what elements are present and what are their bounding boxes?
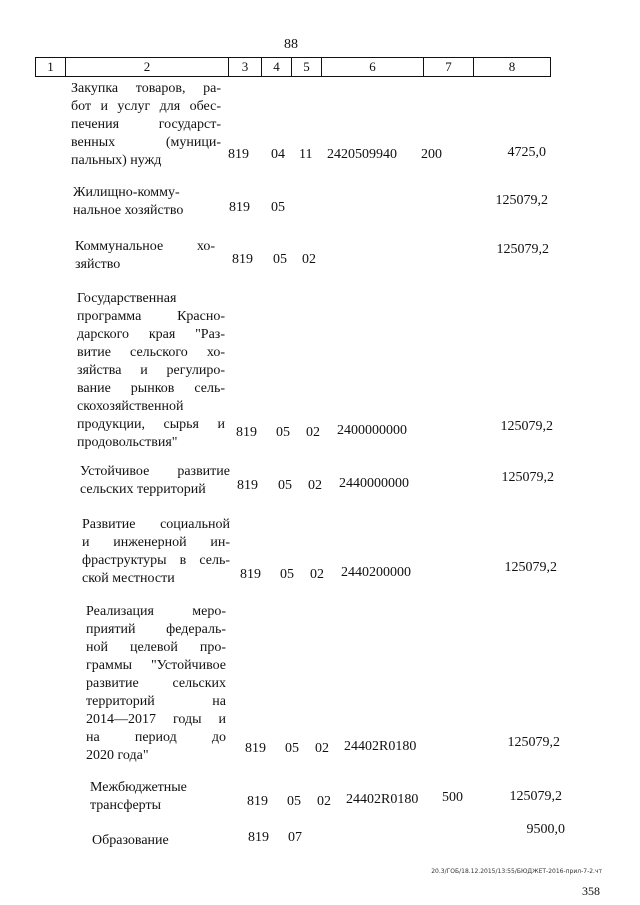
row-name: Развитие социальной и инженерной ин- фраструктуры в сель- ской местности — [82, 517, 230, 586]
row-code-c6: 2440200000 — [341, 565, 411, 580]
row-code-c4: 04 — [271, 147, 285, 162]
row-code-c6: 2400000000 — [337, 423, 407, 438]
row-amount: 125079,2 — [504, 560, 557, 575]
row-code-c4: 05 — [276, 425, 290, 440]
column-header-8: 8 — [474, 58, 551, 77]
row-code-c3: 819 — [245, 741, 266, 756]
row-code-c5: 02 — [317, 794, 331, 809]
row-code-c5: 02 — [315, 741, 329, 756]
row-code-c4: 05 — [287, 794, 301, 809]
row-name: Жилищно-комму- нальное хозяйство — [73, 185, 184, 218]
row-name: Образование — [92, 833, 169, 848]
column-header-3: 3 — [229, 58, 262, 77]
row-code-c3: 819 — [229, 200, 250, 215]
row-code-c5: 02 — [310, 567, 324, 582]
row-name: Межбюджетные трансферты — [90, 780, 187, 813]
row-code-c4: 07 — [288, 830, 302, 845]
row-name: Реализация меро- приятий федераль- ной целевой про- граммы "Устойчивое развитие сельских территорий на 2014—2017 годы и на период до 2020 года" — [86, 604, 226, 763]
row-code-c3: 819 — [228, 147, 249, 162]
row-amount: 4725,0 — [507, 145, 546, 160]
row-amount: 125079,2 — [500, 419, 553, 434]
column-header-1: 1 — [36, 58, 66, 77]
row-name: Коммунальное хо- зяйство — [75, 239, 215, 272]
row-code-c6: 2440000000 — [339, 476, 409, 491]
row-code-c3: 819 — [236, 425, 257, 440]
column-header-6: 6 — [322, 58, 424, 77]
row-code-c3: 819 — [240, 567, 261, 582]
row-code-c5: 02 — [306, 425, 320, 440]
row-code-c3: 819 — [237, 478, 258, 493]
row-code-c4: 05 — [273, 252, 287, 267]
row-name: Закупка товаров, ра- бот и услуг для обес- печения государст- венных (муници- пальных) нужд — [71, 81, 221, 168]
row-amount: 9500,0 — [526, 822, 565, 837]
row-amount: 125079,2 — [501, 470, 554, 485]
row-code-c4: 05 — [280, 567, 294, 582]
column-header-4: 4 — [262, 58, 292, 77]
row-code-c3: 819 — [248, 830, 269, 845]
row-amount: 125079,2 — [495, 193, 548, 208]
row-amount: 125079,2 — [507, 735, 560, 750]
row-amount: 125079,2 — [496, 242, 549, 257]
row-name: Устойчивое развитие сельских территорий — [80, 464, 230, 497]
footer-file-stamp: 20.3/ГОБ/18.12.2015/13:55/БЮДЖЕТ-2016-прил-7-2.чт — [431, 868, 602, 875]
row-name: Государственная программа Красно- дарского края "Раз- витие сельского хо- зяйства и регулиро- вание рынков сель- скохозяйственной продукции, сырья и продовольствия" — [77, 291, 225, 450]
column-header-table — [35, 57, 551, 77]
row-code-c5: 02 — [302, 252, 316, 267]
row-code-c4: 05 — [271, 200, 285, 215]
row-code-c6: 2420509940 — [327, 147, 397, 162]
row-amount: 125079,2 — [509, 789, 562, 804]
column-header-row — [36, 58, 551, 77]
column-header-5: 5 — [292, 58, 322, 77]
sheet-number: 358 — [582, 884, 600, 898]
column-header-2: 2 — [66, 58, 229, 77]
row-code-c5: 11 — [299, 147, 313, 162]
row-code-c4: 05 — [285, 741, 299, 756]
row-code-c5: 02 — [308, 478, 322, 493]
row-code-c6: 24402R0180 — [346, 792, 419, 807]
row-code-c3: 819 — [247, 794, 268, 809]
column-header-7: 7 — [424, 58, 474, 77]
row-code-c3: 819 — [232, 252, 253, 267]
row-code-c4: 05 — [278, 478, 292, 493]
row-code-c6: 24402R0180 — [344, 739, 417, 754]
page-number: 88 — [284, 37, 298, 52]
row-code-c7: 500 — [442, 790, 463, 805]
row-code-c7: 200 — [421, 147, 442, 162]
